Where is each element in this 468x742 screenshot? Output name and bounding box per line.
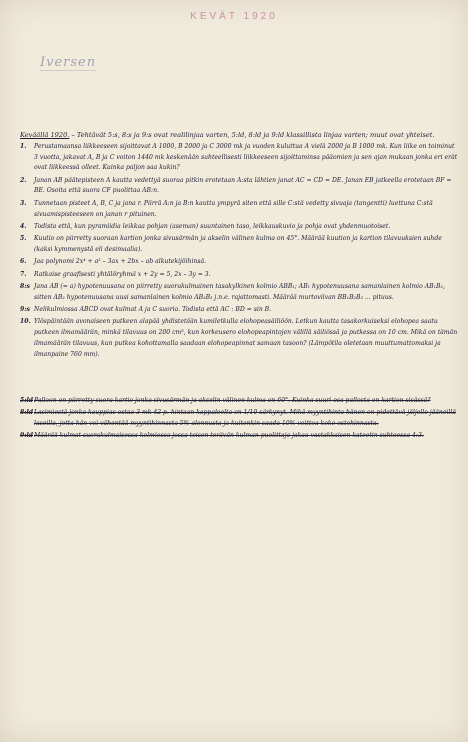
problem-text: Tunnetaan pisteet A, B, C ja jana r. Piirrä A:n ja B:n kautta ympyrä siten että sille C:stä vedetty sivuaja (tangentti) luettuna C:stä sivuamispisteeseen on janan r pituinen. <box>34 199 433 218</box>
problem-text: Perustamaansa liikkeeseen sijoittavat A 1000, B 2000 ja C 3000 mk ja vuoden kuluttua A vielä 2000 ja B 1000 mk. Kun liike on toiminut 3 vuotta, jakavat A, B ja C voiton 1440 mk keskenään suhteellisesti liikkeeseen sijoittaminsa pääomien ja sen ajan mukaan jonka eri erät ovat liikkeessä olleet. Kuinka paljon saa kukin? <box>34 142 458 172</box>
problem-text: Ylöspäintään avonaiseen putkeen alapää yhdistetään kumiletkulla elohopeasäiliöön. Letkun kautta tasakorkuiseksi elohopea saatu putkeen ilmamäärän, minkä tilavuus on 200 cm³, kun korkeusero elohopeapintojen välillä säiliössä ja putkessa on 10 cm. Mikä on tämän ilmamäärän tilavuus, kun putkea kohottamalla saadaan elohopeapinnat samaan tasoon? (Lämpötila oletetaan muuttumattomaksi ja ilmanpaine 760 mm). <box>34 318 458 358</box>
problem-text: Kuutio on piirretty suoraan kartion jonka sivusärmän ja akselin välinen kulma on 45°. Määrää kuution ja kartion tilavuuksien suhde (kaksi kymmenystä eli desimaalia). <box>34 235 442 253</box>
problem-item <box>20 176 458 198</box>
problem-text: Lasimiestä jonka kauppias ostaa 3 mk 42 p. hintaan kappaleelta on 1/10 särkynyt. Mikä myyntihinta hänen on pidettävä jäljelle jääneillä laseilla, jotta hän voi vähentää myyntihinnasta 5% alennusta ja kuitenkin saada 10% voittoa koko ostohinnasta. <box>34 409 456 428</box>
problem-text: Palloon on piirretty suora kartio jonka sivusärmän ja akselin välinen kulma on 60°. Kuinka suuri osa pallosta on kartion sisässä? <box>34 396 431 404</box>
problem-item <box>20 142 458 174</box>
problem-item <box>20 317 458 360</box>
problem-item <box>20 234 458 256</box>
problem-item <box>20 282 458 304</box>
problem-number: 6. <box>20 258 27 266</box>
struck-problem-item <box>20 408 458 430</box>
problem-number: 8:ld <box>20 409 34 417</box>
problem-item <box>20 257 458 268</box>
problem-number: 9:s <box>20 305 30 313</box>
problem-number: 2. <box>20 176 27 184</box>
exam-heading <box>20 130 458 141</box>
exam-title: Keväällä 1920. <box>20 131 70 139</box>
problem-item <box>20 222 458 233</box>
spacer <box>20 362 458 396</box>
problem-number: 8:s <box>20 282 30 290</box>
problem-number: 1. <box>20 142 27 150</box>
problem-number: 10. <box>20 318 31 326</box>
problem-number: 4. <box>20 222 27 230</box>
problem-text: Nelikulmiossa ABCD ovat kulmat A ja C suoria. Todista että AC : BD = sin B. <box>34 305 272 313</box>
problem-text: Todista että, kun pyramiidia leikkaa pohjan (aseman) suuntainen taso, leikkauskuvio ja pohja ovat yhdenmuotoiset. <box>34 222 391 230</box>
problem-item <box>20 305 458 316</box>
handwritten-signature: Iversen <box>40 55 97 70</box>
struck-problem-item <box>20 431 458 442</box>
problem-text: Jaa polynomi 2x⁴ + a² – 3ax + 2bx – ab alkutekijöihinsä. <box>34 258 207 266</box>
exam-text <box>20 130 458 444</box>
struck-problem-item <box>20 396 458 407</box>
problem-number: 9:ld <box>20 432 34 440</box>
problem-number: 3. <box>20 199 27 207</box>
problem-list <box>20 142 458 361</box>
problem-text: Määrää kulmat suorakulmaisessa kolmiossa jossa toisen terävän kulman puolittaja jakaa vastakkaisen kateetin suhteessa 4:3. <box>34 432 424 440</box>
problem-text: Janan AB päätepisteen A kautta vedettyä suoraa pitkin erotetaan A:sta lähtien janat AC = CD = DE. Janan EB jatkeella erotetaan BF = BE. Osoita että suora CF puolittaa AB:n. <box>34 176 452 195</box>
problem-text: Ratkaise graafisesti yhtälöryhmä x + 2y = 5, 2x – 3y = 3. <box>34 270 211 278</box>
problem-number: 5. <box>20 235 27 243</box>
archive-stamp: KEVÄT 1920 <box>190 11 278 22</box>
problem-item <box>20 199 458 221</box>
problem-text: Jana AB (= a) hypotenuusana on piirretty suorakulmainen tasakylkinen kolmio ABB₁; AB₁ hypotenuusana samanlainen kolmio AB₁B₂, sitten AB₂ hypotenuusana uusi samanlainen kolmio AB₂B₃ j.n.e. rajattomasti. Määrää murtoviivan BB₁B₂B₃ ... pituus. <box>34 282 445 301</box>
problem-number: 7. <box>20 270 27 278</box>
exam-intro: – Tehtävät 5:s, 8:s ja 9:s ovat realilinjaa varten, 5:ld, 8:ld ja 9:ld klassillista linjaa varten; muut ovat yhteiset. <box>71 131 435 139</box>
struck-problem-list <box>20 396 458 442</box>
problem-number: 5:ld <box>20 396 34 404</box>
problem-item <box>20 270 458 281</box>
